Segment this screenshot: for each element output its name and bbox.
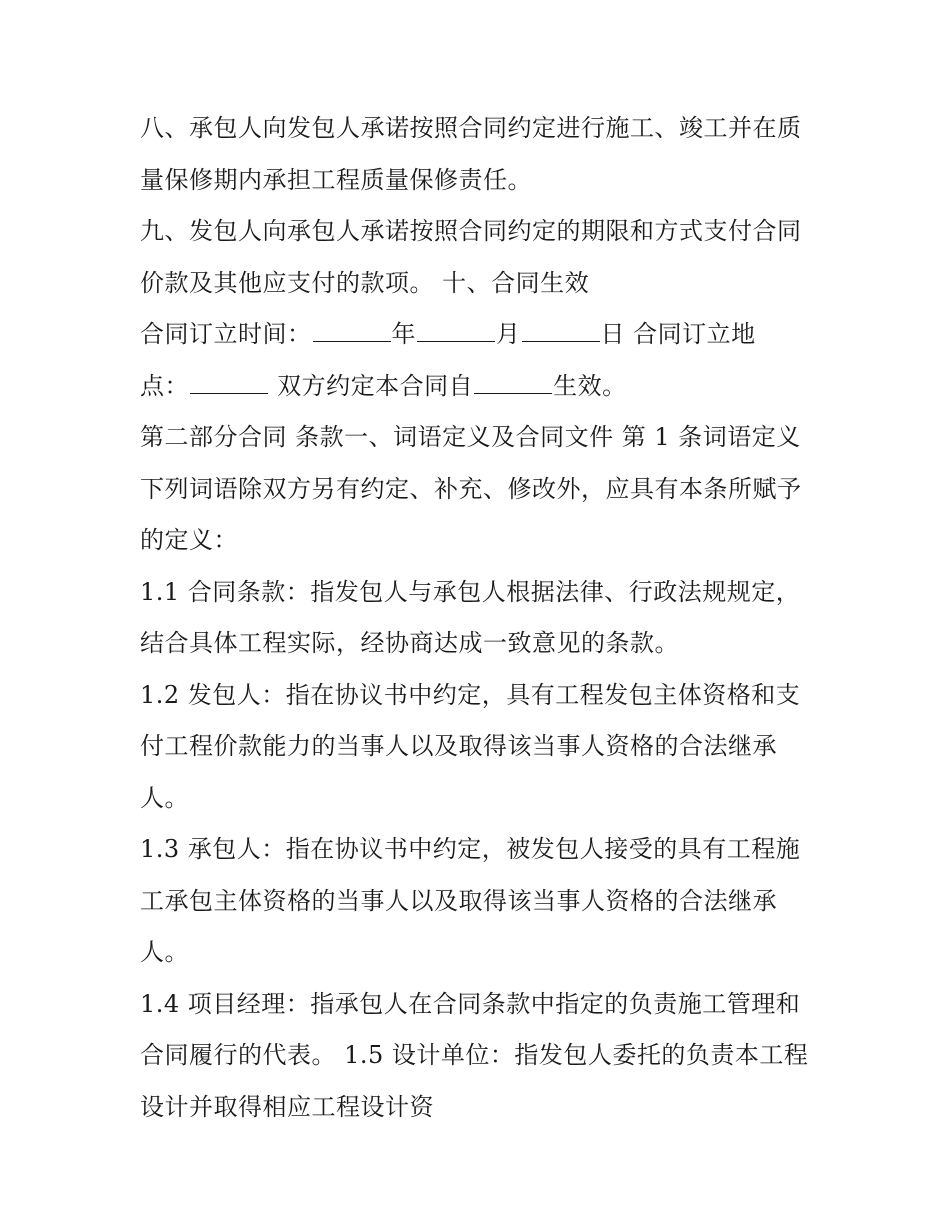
year-label: 年 <box>391 320 416 348</box>
text-line: 1.3 承包人：指在协议书中约定，被发包人接受的具有工程施 <box>140 835 801 863</box>
text-line: 1.2 发包人：指在协议书中约定，具有工程发包主体资格和支 <box>140 680 801 709</box>
text-line: 九、发包人向承包人承诺按照合同约定的期限和方式支付合同 <box>140 217 802 245</box>
day-place-label: 日 合同订立地 <box>600 320 756 348</box>
month-label: 月 <box>496 320 521 348</box>
text-line: 下列词语除双方另有约定、补充、修改外，应具有本条所赋予 <box>140 474 802 503</box>
text-line: 八、承包人向发包人承诺按照合同约定进行施工、竣工并在质 <box>140 114 802 142</box>
text-line: 的定义： <box>140 526 238 554</box>
day-blank <box>522 319 600 342</box>
effective-tail: 生效。 <box>553 371 627 400</box>
text-line: 工承包主体资格的当事人以及取得该当事人资格的合法继承 <box>140 886 777 915</box>
document-body <box>140 103 820 1133</box>
effective-blank <box>474 371 552 394</box>
text-line: 结合具体工程实际，经协商达成一致意见的条款。 <box>140 629 679 657</box>
text-line: 1.1 合同条款：指发包人与承包人根据法律、行政法规规定， <box>140 577 801 606</box>
text-line: 设计并取得相应工程设计资 <box>140 1092 434 1121</box>
place-blank <box>190 371 268 394</box>
text-line: 人。 <box>140 938 189 966</box>
effective-text: 双方约定本合同自 <box>269 371 474 400</box>
text-line: 1.4 项目经理：指承包人在合同条款中指定的负责施工管理和 <box>140 989 801 1018</box>
year-blank <box>313 319 391 342</box>
text-line: 合同履行的代表。 1.5 设计单位：指发包人委托的负责本工程 <box>140 1041 809 1069</box>
month-blank <box>417 319 495 342</box>
sign-place-label: 点： <box>140 371 189 400</box>
text-line: 第二部分合同 条款一、词语定义及合同文件 第 1 条词语定义 <box>140 423 801 451</box>
text-line: 价款及其他应支付的款项。 十、合同生效 <box>140 268 590 297</box>
sign-place-line <box>140 361 820 413</box>
text-line: 付工程价款能力的当事人以及取得该当事人资格的合法继承 <box>140 732 777 760</box>
text-line: 量保修期内承担工程质量保修责任。 <box>140 165 532 194</box>
text-line: 人。 <box>140 783 189 812</box>
sign-time-label: 合同订立时间： <box>140 320 312 348</box>
sign-time-line <box>140 309 820 361</box>
